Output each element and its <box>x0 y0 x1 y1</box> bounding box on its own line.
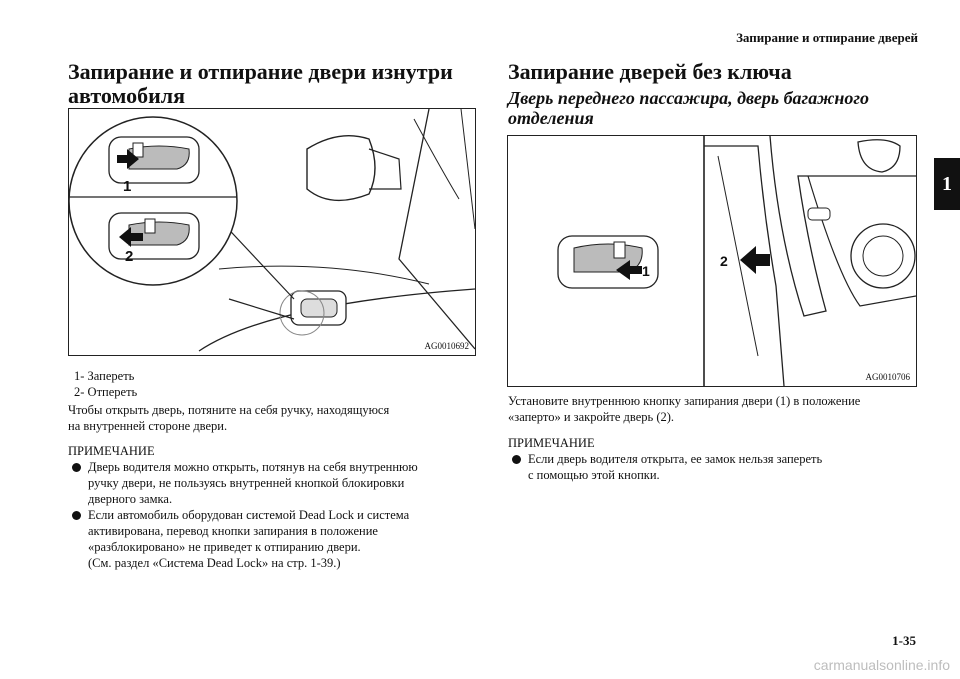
legend-item-lock: 1- Запереть <box>74 369 135 383</box>
note-line: дверного замка. <box>88 492 173 506</box>
left-paragraph-line: на внутренней стороне двери. <box>68 419 228 433</box>
note-item <box>510 451 910 483</box>
left-paragraph-line: Чтобы открыть дверь, потяните на себя ручку, находящуюся <box>68 403 390 417</box>
door-handle-illustration <box>69 109 475 355</box>
left-title-line1: Запирание и отпирание двери изнутри <box>68 59 453 84</box>
subtitle-line: Дверь переднего пассажира, дверь багажного <box>508 88 869 108</box>
running-header: Запирание и отпирание дверей <box>736 30 918 45</box>
left-legend <box>74 368 137 400</box>
right-section-title: Запирание дверей без ключа <box>508 59 792 84</box>
left-figure-code: AG0010692 <box>424 341 469 351</box>
right-paragraph-line: «заперто» и закройте дверь (2). <box>508 410 675 424</box>
right-figure-code: AG0010706 <box>865 372 910 382</box>
left-figure-label-1: 1 <box>123 178 132 195</box>
right-paragraph <box>508 393 860 425</box>
left-title-line2: автомобиля <box>68 83 186 108</box>
left-section-title <box>68 60 453 108</box>
note-line: «разблокировано» не приведет к отпиранию двери. <box>88 540 361 554</box>
note-line: (См. раздел «Система Dead Lock» на стр. 1-39.) <box>88 556 341 570</box>
note-line: активирована, перевод кнопки запирания в положение <box>88 524 378 538</box>
note-line: Если дверь водителя открыта, ее замок нельзя запереть <box>528 452 823 466</box>
right-note-title: ПРИМЕЧАНИЕ <box>508 436 595 450</box>
left-note-title: ПРИМЕЧАНИЕ <box>68 444 155 458</box>
left-notes <box>70 459 480 571</box>
right-notes <box>510 451 910 483</box>
right-figure <box>507 135 917 387</box>
subtitle-line: отделения <box>508 108 594 128</box>
chapter-tab: 1 <box>934 158 960 210</box>
note-line: Дверь водителя можно открыть, потянув на себя внутреннюю <box>88 460 418 474</box>
watermark: carmanualsonline.info <box>813 657 950 673</box>
page-number: 1-35 <box>892 633 916 648</box>
note-line: Если автомобиль оборудован системой Dead Lock и система <box>88 508 410 522</box>
note-line: с помощью этой кнопки. <box>528 468 660 482</box>
legend-item-unlock: 2- Отпереть <box>74 385 138 399</box>
left-paragraph <box>68 402 389 434</box>
note-line: ручку двери, не пользуясь внутренней кнопкой блокировки <box>88 476 405 490</box>
right-paragraph-line: Установите внутреннюю кнопку запирания двери (1) в положение <box>508 394 861 408</box>
right-section-subtitle <box>508 88 869 128</box>
left-figure-label-2: 2 <box>125 248 134 265</box>
note-item <box>70 459 480 507</box>
door-lock-illustration <box>508 136 916 386</box>
right-figure-label-2: 2 <box>720 253 728 269</box>
right-figure-label-1: 1 <box>642 263 650 279</box>
left-figure <box>68 108 476 356</box>
note-item <box>70 507 480 571</box>
